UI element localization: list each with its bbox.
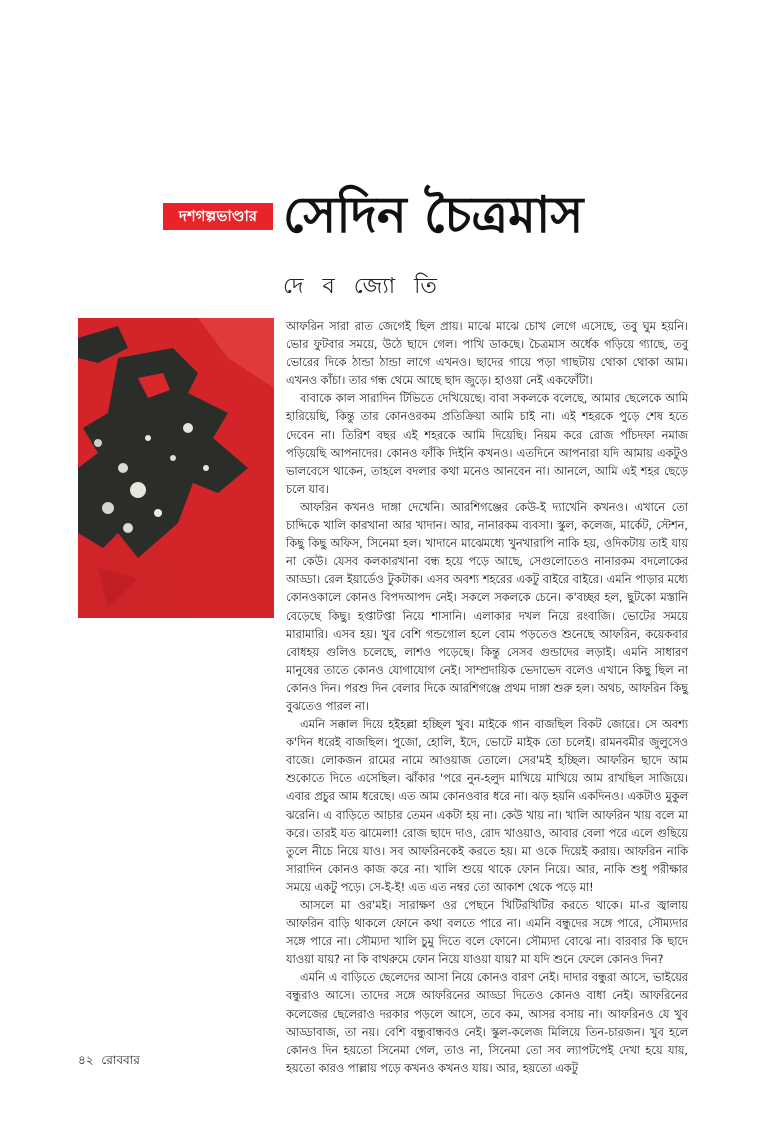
section-tag: দশগল্পভাণ্ডার <box>163 203 273 230</box>
story-title: সেদিন চৈত্রমাস <box>283 186 584 244</box>
page-number: ৪২ <box>78 1053 94 1067</box>
article-body <box>286 318 688 1075</box>
article-paragraph: আফরিন কখনও দাঙ্গা দেখেনি। আরশিগঞ্জের কেউ-ই দ্যাখেনি কখনও। এখানে তো চাদ্দিকে খালি কারখানা আর খাদান। আর, নানারকম ব্যবসা। স্কুল, কলেজ, মার্কেট, স্টেশন, কিছু কিছু অফিস, সিনেমা হল। খাদানে মাঝেমধ্যে খুনখারাপি নাকি হয়, ওদিকটায় তাই যায় না কেউ। যেসব কলকারখানা বন্ধ হয়ে পড়ে আছে, সেগুলোতেও নানারকম বদলোকের আড্ডা। রেল ইয়ার্ডেও টুকটাক। এসব অবশ্য শহরের একটু বাইরে বাইরে। এমনি পাড়ার মধ্যে কোনওকালে কোনও বিপদআপদ নেই। সকলে সকলকে চেনে। ক'বচ্ছর হল, ছুটকো মস্তানি বেড়েছে কিছু। হপ্তাটপ্তা নিয়ে শাসানি। এলাকার দখল নিয়ে রংবাজি। ভোটের সময়ে মারামারি। এসব হয়। খুব বেশি গন্ডগোল হলে বোম পড়তেও শুনেছে আফরিন, কয়েকবার বোধহয় গুলিও চলেছে, লাশও পড়েছে। কিন্তু সেসব গুন্ডাদের লড়াই। এমনি সাধারণ মানুষের তাতে কোনও যোগাযোগ নেই। সাম্প্রদায়িক ভেদাভেদ বলেও এখানে কিছু ছিল না কোনও দিন। পরশু দিন বেলার দিকে আরশিগঞ্জে প্রথম দাঙ্গা শুরু হল। অথচ, আফরিন কিছু বুঝতেও পারল না। <box>286 500 688 713</box>
footer-section-name: রোববার <box>101 1053 140 1067</box>
article-paragraph: বাবাকে কাল সারাদিন টিভিতে দেখিয়েছে। বাবা সকলকে বলেছে, আমার ছেলেকে আমি হারিয়েছি, কিন্তু তার কোনওরকম প্রতিক্রিয়া আমি চাই না। এই শহরকে পুড়ে শেষ হতে দেবেন না। তিরিশ বছর এই শহরকে আমি দিয়েছি। নিয়ম করে রোজ পাঁচদফা নমাজ পড়িয়েছি আপনাদের। কোনও ফাঁকি দিইনি কখনও। এতদিনে আপনারা যদি আমায় একটুও ভালবেসে থাকেন, তাহলে বদলার কথা মনেও আনবেন না। আনলে, আমি এই শহর ছেড়ে চলে যাব। <box>286 392 688 496</box>
article-paragraph: আফরিন সারা রাত জেগেই ছিল প্রায়। মাঝে মাঝে চোখ লেগে এসেছে, তবু ঘুম হয়নি। ভোর ফুটবার সময়ে, উঠে ছাদে গেল। পাখি ডাকছে। চৈত্রমাস অর্ধেক গড়িয়ে গ্যাছে, তবু ভোরের দিকে ঠান্ডা ঠান্ডা লাগে এখনও। ছাদের গায়ে পড়া গাছটায় থোকা থোকা আম। এখনও কাঁচা। তার গন্ধ থেমে আছে ছাদ জুড়ে। হাওয়া নেই একফোঁটা। <box>286 320 688 388</box>
page-footer <box>78 1052 144 1072</box>
article-paragraph: এমনি সক্কাল দিয়ে হইহল্লা হচ্ছিল খুব। মাইকে গান বাজছিল বিকট জোরে। সে অবশ্য ক'দিন ধরেই বাজছিল। পুজো, হোলি, ইদে, ভোটে মাইক তো চলেই। রামনবমীর জুলুসেও বাজে। লোকজন রামের নামে আওয়াজ তোলে। সের'মই হচ্ছিল। আফরিন ছাদে আম শুকোতে দিতে এসেছিল। ঝাঁকার 'পরে নুন-হলুদ মাখিয়ে মাখিয়ে আম রাখছিল সাজিয়ে। এবার প্রচুর আম ধরেছে। এত আম কোনওবার ধরে না। ঝড় হয়নি একদিনও। একটাও মুকুল ঝরেনি। এ বাড়িতে আচার তেমন একটা হয় না। কেউ খায় না। খালি আফরিন খায় বলে মা করে। তারই যত ঝামেলা! রোজ ছাদে দাও, রোদ খাওয়াও, আবার বেলা পরে এলে গুছিয়ে তুলে নীচে নিয়ে যাও। সব আফরিনকেই করতে হয়। মা ওকে দিয়েই করায়। আফরিন নাকি সারাদিন কোনও কাজ করে না। খালি শুয়ে থাকে ফোন নিয়ে। আর, নাকি শুধু পরীক্ষার সময়ে একটু পড়ে। সে-ই-ই! এত এত নম্বর তো আকাশ থেকে পড়ে মা! <box>286 718 688 894</box>
illustration-artwork <box>78 318 274 618</box>
article-paragraph: আসলে মা ওর'মই। সারাক্ষণ ওর পেছনে খিটিরখিটির করতে থাকে। মা-র জ্বালায় আফরিন বাড়ি থাকলে ফোনে কথা বলতে পারে না। এমনি বন্ধুদের সঙ্গে পারে, সৌম্যদার সঙ্গে পারে না। সৌম্যদা খালি চুমু দিতে বলে ফোনে। সৌম্যদা বোঝে না। বারবার কি ছাদে যাওয়া যায়? না কি বাথরুমে ফোন নিয়ে যাওয়া যায়? মা যদি শুনে ফেলে কোনও দিন? <box>286 899 688 967</box>
article-paragraph: এমনি এ বাড়িতে ছেলেদের আসা নিয়ে কোনও বারণ নেই। দাদার বন্ধুরা আসে, ভাইয়ের বন্ধুরাও আসে। তাদের সঙ্গে আফরিনের আড্ডা দিতেও কোনও বাধা নেই। আফরিনের কলেজের ছেলেরাও দরকার পড়লে আসে, তবে কম, আসর বসায় না। আফরিনও যে খুব আড্ডাবাজ, তা নয়। বেশি বন্ধুবান্ধবও নেই। স্কুল-কলেজ মিলিয়ে তিন-চারজন। খুব হলে কোনও দিন হয়তো সিনেমা গেল, তাও না, সিনেমা তো সব ল্যাপটপেই দেখা হয়ে যায়, হয়তো কারও পাল্লায় পড়ে কখনও কখনও যায়। আর, হয়তো একটু <box>286 971 688 1075</box>
author-name: দে ব জ্যো তি <box>283 274 443 299</box>
